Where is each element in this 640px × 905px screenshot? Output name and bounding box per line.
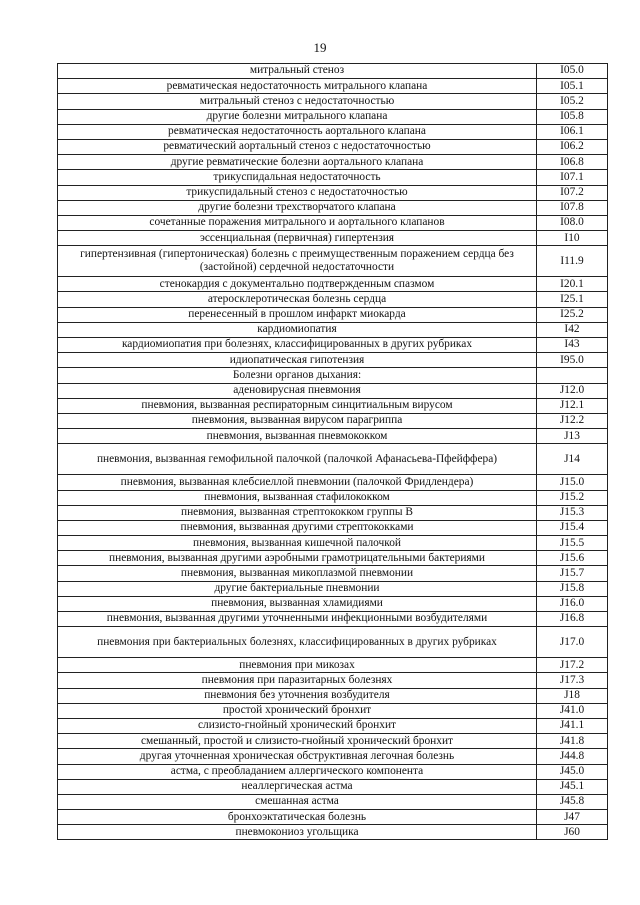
diagnosis-name-cell: пневмония, вызванная микоплазмой пневмонии xyxy=(58,566,537,581)
diagnosis-name-cell: другие болезни трехстворчатого клапана xyxy=(58,200,537,215)
table-row xyxy=(58,398,608,413)
diagnosis-name-cell: эссенциальная (первичная) гипертензия xyxy=(58,231,537,246)
table-row xyxy=(58,703,608,718)
table-row xyxy=(58,612,608,627)
icd-code-cell: I06.8 xyxy=(537,155,608,170)
diagnosis-name-cell: смешанный, простой и слизисто-гнойный хронический бронхит xyxy=(58,734,537,749)
icd-code-cell: J17.3 xyxy=(537,673,608,688)
table-row xyxy=(58,338,608,353)
icd-code-cell: I25.2 xyxy=(537,307,608,322)
icd-code-cell: J41.8 xyxy=(537,734,608,749)
table-row xyxy=(58,200,608,215)
diagnosis-name-cell: пневмония, вызванная хламидиями xyxy=(58,596,537,611)
icd-code-cell: I05.2 xyxy=(537,94,608,109)
diagnosis-name-cell: ревматическая недостаточность митрального клапана xyxy=(58,79,537,94)
icd-code-cell: J41.0 xyxy=(537,703,608,718)
icd-code-cell: J15.6 xyxy=(537,551,608,566)
diagnosis-name-cell: пневмония, вызванная другими аэробными грамотрицательными бактериями xyxy=(58,551,537,566)
icd-code-cell: J17.2 xyxy=(537,658,608,673)
icd-code-cell: J15.8 xyxy=(537,581,608,596)
diagnosis-name-cell: пневмония, вызванная клебсиеллой пневмонии (палочкой Фридлендера) xyxy=(58,475,537,490)
diagnosis-name-cell: идиопатическая гипотензия xyxy=(58,353,537,368)
table-row xyxy=(58,536,608,551)
table-body xyxy=(58,64,608,840)
table-row xyxy=(58,413,608,428)
diagnosis-name-cell: другие болезни митрального клапана xyxy=(58,109,537,124)
diagnosis-name-cell: митральный стеноз xyxy=(58,64,537,79)
diagnosis-name-cell: пневмония, вызванная респираторным синцитиальным вирусом xyxy=(58,398,537,413)
table-row xyxy=(58,322,608,337)
icd-code-cell: J16.0 xyxy=(537,596,608,611)
icd-code-cell xyxy=(537,368,608,383)
table-row xyxy=(58,215,608,230)
diagnosis-name-cell: астма, с преобладанием аллергического компонента xyxy=(58,764,537,779)
diagnosis-name-cell: пневмония при бактериальных болезнях, классифицированных в других рубриках xyxy=(58,627,537,658)
table-row xyxy=(58,734,608,749)
icd-code-cell: I05.0 xyxy=(537,64,608,79)
table-row xyxy=(58,475,608,490)
diagnosis-name-cell: бронхоэктатическая болезнь xyxy=(58,810,537,825)
icd-code-cell: I06.1 xyxy=(537,124,608,139)
diagnosis-code-table xyxy=(57,63,608,840)
table-row xyxy=(58,490,608,505)
icd-code-cell: J15.7 xyxy=(537,566,608,581)
diagnosis-name-cell: пневмония, вызванная кишечной палочкой xyxy=(58,536,537,551)
table-row xyxy=(58,292,608,307)
icd-code-cell: J47 xyxy=(537,810,608,825)
diagnosis-name-cell: ревматическая недостаточность аортального клапана xyxy=(58,124,537,139)
diagnosis-name-cell: пневмония, вызванная гемофильной палочкой (палочкой Афанасьева-Пфейффера) xyxy=(58,444,537,475)
diagnosis-name-cell: митральный стеноз с недостаточностью xyxy=(58,94,537,109)
table-row xyxy=(58,185,608,200)
icd-code-cell: I07.8 xyxy=(537,200,608,215)
icd-code-cell: I11.9 xyxy=(537,246,608,277)
diagnosis-name-cell: простой хронический бронхит xyxy=(58,703,537,718)
table-row xyxy=(58,688,608,703)
table-row xyxy=(58,277,608,292)
diagnosis-name-cell: пневмония, вызванная другими уточненными инфекционными возбудителями xyxy=(58,612,537,627)
table-row xyxy=(58,627,608,658)
icd-code-cell: J41.1 xyxy=(537,718,608,733)
icd-code-cell: J44.8 xyxy=(537,749,608,764)
diagnosis-name-cell: ревматический аортальный стеноз с недостаточностью xyxy=(58,139,537,154)
table-row xyxy=(58,581,608,596)
table-row xyxy=(58,810,608,825)
table-row xyxy=(58,79,608,94)
table-row xyxy=(58,749,608,764)
table-row xyxy=(58,718,608,733)
table-row xyxy=(58,94,608,109)
icd-code-cell: I07.2 xyxy=(537,185,608,200)
diagnosis-name-cell: стенокардия с документально подтвержденным спазмом xyxy=(58,277,537,292)
icd-code-cell: I06.2 xyxy=(537,139,608,154)
icd-code-cell: J45.1 xyxy=(537,779,608,794)
icd-code-cell: I42 xyxy=(537,322,608,337)
table-row xyxy=(58,109,608,124)
icd-code-cell: J12.0 xyxy=(537,383,608,398)
icd-code-cell: J12.2 xyxy=(537,413,608,428)
table-row xyxy=(58,353,608,368)
diagnosis-name-cell: пневмония, вызванная стафилококком xyxy=(58,490,537,505)
diagnosis-name-cell: смешанная астма xyxy=(58,794,537,809)
diagnosis-name-cell: пневмония, вызванная вирусом парагриппа xyxy=(58,413,537,428)
diagnosis-name-cell: трикуспидальный стеноз с недостаточностью xyxy=(58,185,537,200)
diagnosis-name-cell: другие бактериальные пневмонии xyxy=(58,581,537,596)
icd-code-cell: J15.4 xyxy=(537,520,608,535)
icd-code-cell: J12.1 xyxy=(537,398,608,413)
icd-code-cell: J13 xyxy=(537,429,608,444)
icd-code-cell: J14 xyxy=(537,444,608,475)
table-row xyxy=(58,170,608,185)
table-row xyxy=(58,658,608,673)
table-row xyxy=(58,551,608,566)
icd-code-cell: J15.2 xyxy=(537,490,608,505)
table-row xyxy=(58,520,608,535)
icd-code-cell: J15.3 xyxy=(537,505,608,520)
table-row xyxy=(58,673,608,688)
diagnosis-name-cell: пневмокониоз угольщика xyxy=(58,825,537,840)
table-row xyxy=(58,779,608,794)
diagnosis-name-cell: пневмония без уточнения возбудителя xyxy=(58,688,537,703)
diagnosis-name-cell: пневмония, вызванная другими стрептококками xyxy=(58,520,537,535)
table-row xyxy=(58,139,608,154)
table-row xyxy=(58,429,608,444)
icd-code-cell: J17.0 xyxy=(537,627,608,658)
diagnosis-name-cell: пневмония, вызванная пневмококком xyxy=(58,429,537,444)
table-row xyxy=(58,246,608,277)
table-row xyxy=(58,124,608,139)
table-row xyxy=(58,64,608,79)
table-row xyxy=(58,794,608,809)
diagnosis-name-cell: аденовирусная пневмония xyxy=(58,383,537,398)
diagnosis-name-cell: пневмония, вызванная стрептококком группы В xyxy=(58,505,537,520)
icd-code-cell: I08.0 xyxy=(537,215,608,230)
diagnosis-name-cell: сочетанные поражения митрального и аортального клапанов xyxy=(58,215,537,230)
icd-code-cell: J45.8 xyxy=(537,794,608,809)
diagnosis-name-cell: пневмония при микозах xyxy=(58,658,537,673)
table-row xyxy=(58,505,608,520)
diagnosis-name-cell: пневмония при паразитарных болезнях xyxy=(58,673,537,688)
page-number: 19 xyxy=(313,40,327,55)
table-row xyxy=(58,307,608,322)
icd-code-cell: J60 xyxy=(537,825,608,840)
table-row xyxy=(58,383,608,398)
table-row xyxy=(58,231,608,246)
table-row xyxy=(58,444,608,475)
icd-code-cell: I43 xyxy=(537,338,608,353)
diagnosis-name-cell: неаллергическая астма xyxy=(58,779,537,794)
icd-code-cell: I05.8 xyxy=(537,109,608,124)
diagnosis-name-cell: атеросклеротическая болезнь сердца xyxy=(58,292,537,307)
icd-code-cell: I20.1 xyxy=(537,277,608,292)
icd-code-cell: J45.0 xyxy=(537,764,608,779)
icd-code-cell: I25.1 xyxy=(537,292,608,307)
diagnosis-name-cell: кардиомиопатия при болезнях, классифицированных в других рубриках xyxy=(58,338,537,353)
table-row xyxy=(58,155,608,170)
icd-code-cell: I07.1 xyxy=(537,170,608,185)
icd-code-cell: J15.5 xyxy=(537,536,608,551)
table-row xyxy=(58,368,608,383)
diagnosis-name-cell: гипертензивная (гипертоническая) болезнь с преимущественным поражением сердца без (застойной) сердечной недостаточности xyxy=(58,246,537,277)
diagnosis-name-cell: трикуспидальная недостаточность xyxy=(58,170,537,185)
diagnosis-name-cell: перенесенный в прошлом инфаркт миокарда xyxy=(58,307,537,322)
icd-code-cell: I95.0 xyxy=(537,353,608,368)
diagnosis-name-cell: Болезни органов дыхания: xyxy=(58,368,537,383)
icd-code-cell: I10 xyxy=(537,231,608,246)
table-row xyxy=(58,566,608,581)
diagnosis-name-cell: другая уточненная хроническая обструктивная легочная болезнь xyxy=(58,749,537,764)
icd-code-cell: J15.0 xyxy=(537,475,608,490)
diagnosis-name-cell: кардиомиопатия xyxy=(58,322,537,337)
diagnosis-name-cell: другие ревматические болезни аортального клапана xyxy=(58,155,537,170)
icd-code-cell: J16.8 xyxy=(537,612,608,627)
table-row xyxy=(58,764,608,779)
table-row xyxy=(58,825,608,840)
diagnosis-name-cell: слизисто-гнойный хронический бронхит xyxy=(58,718,537,733)
table-row xyxy=(58,596,608,611)
icd-code-cell: J18 xyxy=(537,688,608,703)
icd-code-cell: I05.1 xyxy=(537,79,608,94)
